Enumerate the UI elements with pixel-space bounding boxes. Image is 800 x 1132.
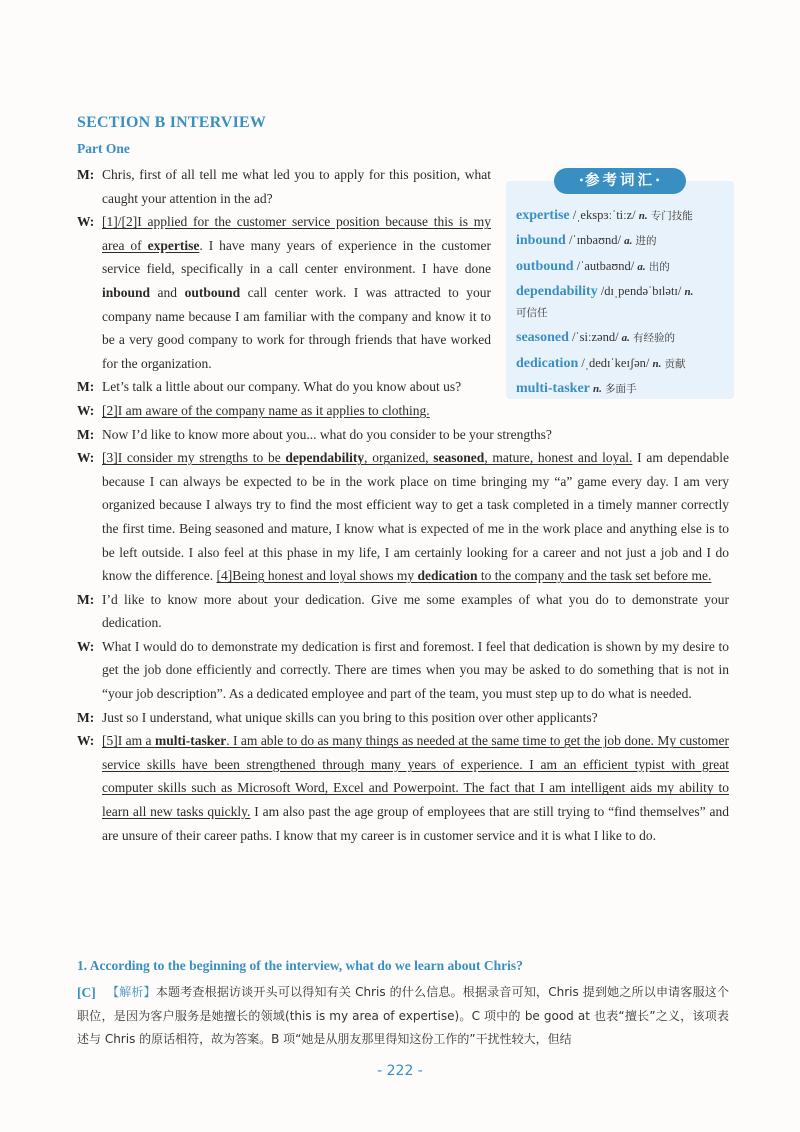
vocab-phonetic: /ˌdedɪˈkeɪʃən/ [581, 355, 650, 370]
vocab-phonetic: /ˈsiːzənd/ [572, 330, 619, 345]
underlined-text: [4]Being honest and loyal shows my [216, 568, 418, 584]
dialog-turn [77, 446, 729, 588]
underlined-text: [2]I am aware of the company name as it applies to clothing. [102, 402, 430, 418]
keyword: inbound [102, 284, 151, 300]
vocab-pos: n. [638, 210, 648, 222]
speaker-label: W: [77, 733, 95, 749]
text-span: I am also past the age group of employees that are still trying to “find themselves” and are unsure of their career paths. I know that my career is in customer service and it is what I like to do. [102, 804, 729, 843]
turn-text: What I would do to demonstrate my dedication is first and foremost. I feel that dedication is shown by my desire to get the job done efficiently and correctly. There are times when you may be asked to do something that is not in “your job description”. As a dedicated employee and part of the team, you must step up to do what is needed. [102, 638, 729, 702]
dialog-turn [77, 729, 729, 847]
underlined-text: , mature, honest and loyal. [484, 450, 633, 466]
vocab-phonetic: /dɪˌpendəˈbɪlətɪ/ [600, 284, 682, 299]
vocab-phonetic: /ˌekspɜːˈtiːz/ [572, 208, 636, 222]
speaker-label: M: [77, 591, 95, 607]
answer-explanation [77, 981, 729, 1052]
dialog-turn [77, 706, 729, 730]
dialog-turn [77, 163, 729, 210]
dialog-turn [77, 635, 729, 706]
vocab-meaning: 贡献 [664, 357, 686, 370]
speaker-label: M: [77, 379, 95, 395]
turn-text [102, 399, 729, 423]
vocab-word: multi-tasker [516, 381, 590, 397]
vocab-meaning: 出的 [648, 260, 670, 273]
answer-letter: [C] [77, 985, 96, 1000]
speaker-label: M: [77, 167, 95, 182]
vocab-word: dependability [516, 284, 598, 300]
vocab-meaning: 专门技能 [650, 210, 693, 222]
keyword: dependability [285, 450, 365, 466]
explanation-text [77, 981, 729, 1052]
vocab-pos: a. [621, 332, 630, 345]
vocab-phonetic: /ˈɪnbaʊnd/ [568, 233, 621, 248]
speaker-label: W: [77, 450, 95, 466]
keyword: outbound [184, 284, 241, 300]
dots-icon: • [655, 176, 662, 185]
dialog-turn [77, 588, 729, 635]
vocab-meaning: 有经验的 [633, 332, 676, 345]
turn-text: Just so I understand, what unique skills can you bring to this position over other applicants? [102, 709, 598, 725]
keyword: dedication [417, 568, 478, 584]
speaker-label: M: [77, 709, 95, 725]
turn-text [102, 446, 729, 588]
speaker-label: W: [77, 402, 95, 418]
dots-icon: • [578, 176, 585, 185]
vocabulary-header: •参考词汇• [554, 168, 686, 194]
dialog-turn [77, 210, 729, 375]
turn-text: I’d like to know more about your dedication. Give me some examples of what you do to demonstrate your dedication. [102, 591, 729, 631]
vocab-pos: n. [652, 357, 662, 370]
turn-text: Chris, first of all tell me what led you to apply for this position, what caught your attention in the ad? [102, 167, 491, 206]
vocab-word: outbound [516, 258, 574, 274]
vocab-word: inbound [516, 233, 566, 249]
vocab-pos: a. [624, 235, 633, 248]
vocab-pos: a. [637, 260, 646, 273]
dialog-turn [77, 423, 729, 447]
text-span: and [150, 284, 185, 300]
vocab-word: dedication [516, 355, 579, 371]
underlined-text: [3]I consider my strengths to be [102, 450, 286, 466]
text-span: I am dependable because I can always be expected to be in the work place on time bringing my “a” game every day. I am very organized because I always try to find the most efficient way to get a task completed in a timely manner correctly the first time. Being seasoned and mature, I know what is expected of me in the work place and anything else is to be left outside. I also feel at this phase in my life, I am certainly looking for a career and not just a job and I do know the difference. [102, 450, 729, 584]
underlined-text: , organized, [364, 450, 434, 466]
turn-text: Let’s talk a little about our company. What do you know about us? [102, 379, 462, 395]
vocab-phonetic: /ˈautbaʊnd/ [576, 258, 635, 273]
keyword: seasoned [433, 450, 485, 466]
vocab-pos: n. [684, 286, 694, 299]
turn-text [102, 210, 491, 375]
explanation-body: 本题考查根据访谈开头可以得知有关 Chris 的什么信息。根据录音可知，Chris 提到她之所以申请客服这个职位，是因为客户服务是她擅长的领域(this is my area of expertise)。C 项中的 be good at 也表“擅长”之义，该项表述与 Chris 的原话相符，故为答案。B 项“她是从朋友那里得知这份工作的”干扰性较大，但结 [77, 985, 729, 1047]
text-span: . I have many years of experience in the customer service field, specifically in a call center environment. I have done [102, 237, 492, 277]
text-span: call center work. I was attracted to your company name because I am familiar with the company and know it to be a very good company to work for through friends that have worked for the organization. [102, 284, 492, 371]
dialog-turn [77, 375, 729, 399]
explanation-tag: 【解析】 [107, 985, 156, 999]
underlined-text: [1]/[2]I applied for the customer service position because this is my area of [102, 214, 491, 253]
keyword: expertise [147, 237, 200, 253]
vocab-meaning: 多面手 [605, 383, 637, 396]
part-title: Part One [77, 141, 130, 156]
vocab-meaning: 进的 [635, 235, 657, 248]
vocab-word: seasoned [516, 330, 569, 346]
section-title: SECTION B INTERVIEW [77, 114, 267, 131]
speaker-label: M: [77, 426, 95, 442]
interview-dialog [77, 163, 729, 847]
question-1: 1. According to the beginning of the interview, what do we learn about Chris? [77, 958, 523, 973]
turn-text [102, 729, 729, 847]
underlined-text: to the company and the task set before me. [477, 568, 712, 584]
underlined-text: [5]I am a [102, 733, 155, 749]
turn-text: Now I’d like to know more about you... what do you consider to be your strengths? [102, 426, 552, 442]
vocab-word: expertise [516, 208, 570, 223]
vocab-meaning: 可信任 [516, 307, 548, 320]
underlined-text: . I am able to do as many things as needed at the same time to get the job done. My customer service skills have been strengthened through many years of experience. I am an efficient typist with great computer skills such as Microsoft Word, Excel and Powerpoint. The fact that I am intelligent aids my ability to learn all new tasks quickly. [102, 733, 729, 820]
vocab-pos: n. [593, 383, 602, 396]
keyword: multi-tasker [154, 733, 227, 749]
speaker-label: W: [77, 638, 95, 654]
page-number: - 222 - [377, 1063, 423, 1079]
dialog-turn [77, 399, 729, 423]
speaker-label: W: [77, 214, 95, 230]
